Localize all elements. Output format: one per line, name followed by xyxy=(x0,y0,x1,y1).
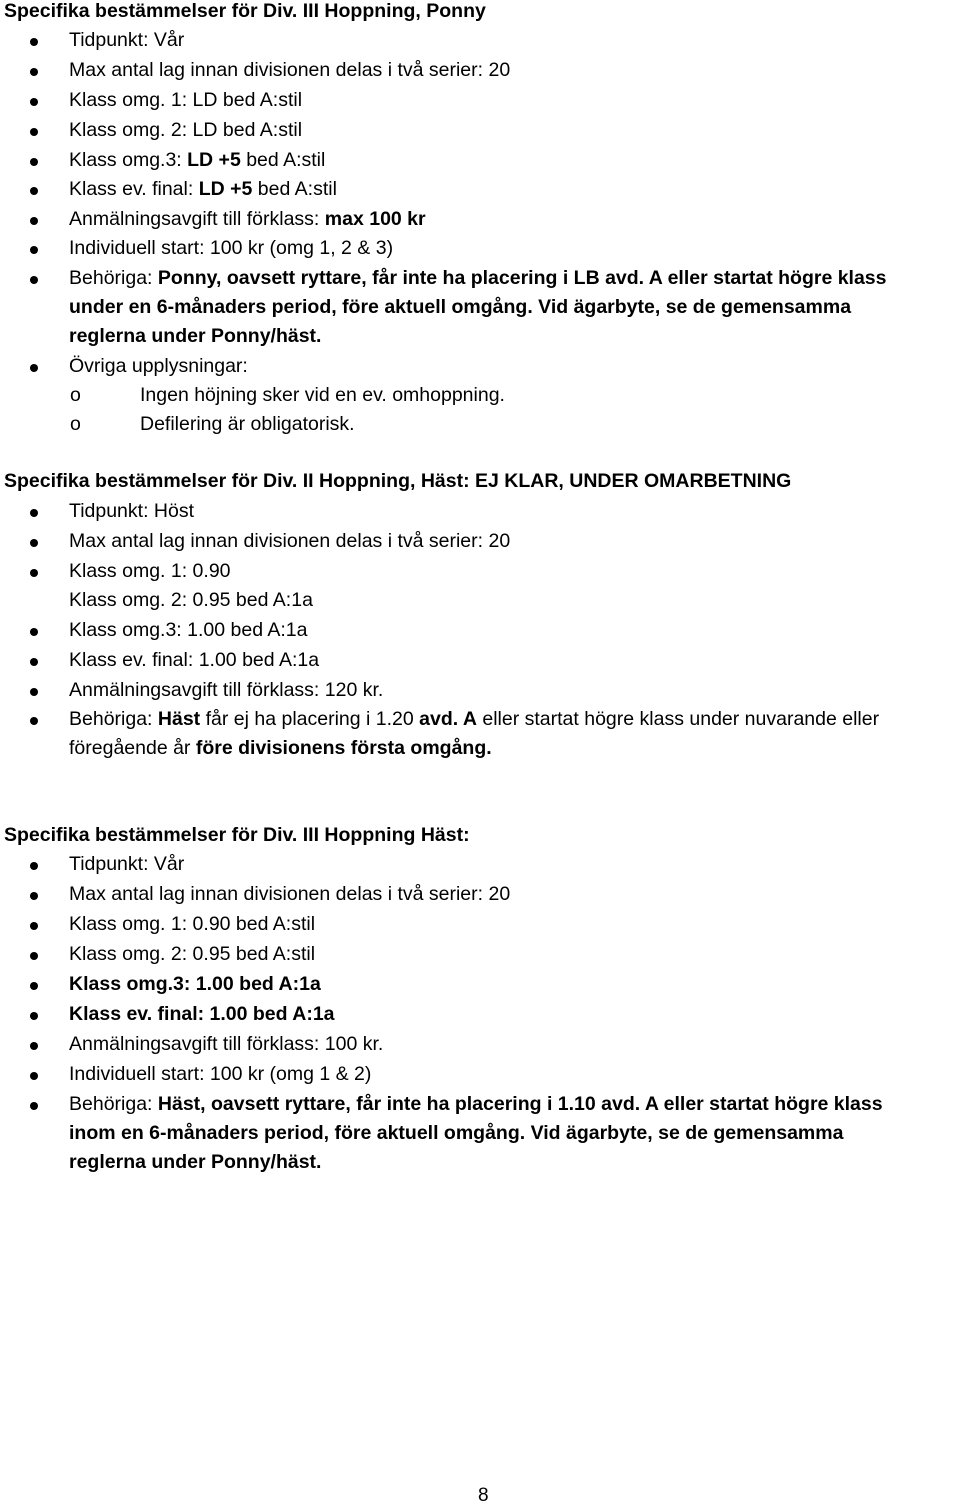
list-item: Anmälningsavgift till förklass: 100 kr. xyxy=(69,1033,384,1055)
bullet xyxy=(30,38,38,46)
list-item: Klass omg. 1: 0.90 bed A:stil xyxy=(69,913,316,935)
list-item: Tidpunkt: Vår xyxy=(69,853,185,875)
list-item: Individuell start: 100 kr (omg 1, 2 & 3) xyxy=(69,237,394,259)
page-number: 8 xyxy=(478,1485,489,1506)
bullet xyxy=(30,688,38,696)
list-item: Klass ev. final: LD +5 bed A:stil xyxy=(69,178,337,200)
list-item: Individuell start: 100 kr (omg 1 & 2) xyxy=(69,1063,372,1085)
list-item: Klass ev. final: 1.00 bed A:1a xyxy=(69,649,320,671)
list-item-continuation: inom en 6-månaders period, före aktuell omgång. Vid ägarbyte, se de gemensamma xyxy=(69,1122,844,1144)
list-item: Tidpunkt: Höst xyxy=(69,500,194,522)
bullet xyxy=(30,1042,38,1050)
list-item: Max antal lag innan divisionen delas i två serier: 20 xyxy=(69,530,511,552)
bullet xyxy=(30,922,38,930)
bullet xyxy=(30,276,38,284)
sub-list-item: Ingen höjning sker vid en ev. omhoppning. xyxy=(140,384,505,406)
bullet xyxy=(30,1072,38,1080)
bullet xyxy=(30,539,38,547)
list-item: Max antal lag innan divisionen delas i två serier: 20 xyxy=(69,59,511,81)
section-heading: Specifika bestämmelser för Div. III Hoppning, Ponny xyxy=(4,0,486,22)
list-item: Klass omg.3: 1.00 bed A:1a xyxy=(69,973,321,995)
list-item-continuation: under en 6-månaders period, före aktuell omgång. Vid ägarbyte, se de gemensamma xyxy=(69,296,852,318)
bullet xyxy=(30,892,38,900)
list-item-continuation: reglerna under Ponny/häst. xyxy=(69,1151,322,1173)
bullet xyxy=(30,246,38,254)
bullet xyxy=(30,862,38,870)
sub-bullet: o xyxy=(70,384,81,406)
section-heading: Specifika bestämmelser för Div. III Hoppning Häst: xyxy=(4,824,470,846)
list-item: Behöriga: Häst, oavsett ryttare, får inte ha placering i 1.10 avd. A eller startat högre klass xyxy=(69,1093,883,1115)
list-item-continuation: föregående år före divisionens första omgång. xyxy=(69,737,492,759)
list-item: Anmälningsavgift till förklass: max 100 kr xyxy=(69,208,426,230)
list-item-continuation: reglerna under Ponny/häst. xyxy=(69,325,322,347)
sub-bullet: o xyxy=(70,413,81,435)
list-item: Behöriga: Häst får ej ha placering i 1.20 avd. A eller startat högre klass under nuvarande eller xyxy=(69,708,880,730)
bullet xyxy=(30,364,38,372)
bullet xyxy=(30,982,38,990)
list-item: Klass omg.3: LD +5 bed A:stil xyxy=(69,149,326,171)
list-item: Max antal lag innan divisionen delas i två serier: 20 xyxy=(69,883,511,905)
list-item: Övriga upplysningar: xyxy=(69,355,248,377)
bullet xyxy=(30,717,38,725)
bullet xyxy=(30,1102,38,1110)
sub-list-item: Defilering är obligatorisk. xyxy=(140,413,355,435)
list-item: Klass omg. 1: 0.90 xyxy=(69,560,231,582)
bullet xyxy=(30,68,38,76)
bullet xyxy=(30,158,38,166)
list-item: Klass omg. 2: 0.95 bed A:1a xyxy=(69,589,313,611)
list-item: Klass ev. final: 1.00 bed A:1a xyxy=(69,1003,335,1025)
list-item: Klass omg.3: 1.00 bed A:1a xyxy=(69,619,308,641)
bullet xyxy=(30,952,38,960)
bullet xyxy=(30,569,38,577)
list-item: Klass omg. 1: LD bed A:stil xyxy=(69,89,303,111)
list-item: Tidpunkt: Vår xyxy=(69,29,185,51)
list-item: Anmälningsavgift till förklass: 120 kr. xyxy=(69,679,384,701)
list-item: Behöriga: Ponny, oavsett ryttare, får inte ha placering i LB avd. A eller startat högre klass xyxy=(69,267,887,289)
list-item: Klass omg. 2: LD bed A:stil xyxy=(69,119,303,141)
bullet xyxy=(30,628,38,636)
section-heading: Specifika bestämmelser för Div. II Hoppning, Häst: EJ KLAR, UNDER OMARBETNING xyxy=(4,470,792,492)
list-item: Klass omg. 2: 0.95 bed A:stil xyxy=(69,943,316,965)
bullet xyxy=(30,658,38,666)
bullet xyxy=(30,217,38,225)
bullet xyxy=(30,509,38,517)
bullet xyxy=(30,187,38,195)
bullet xyxy=(30,128,38,136)
bullet xyxy=(30,98,38,106)
bullet xyxy=(30,1012,38,1020)
